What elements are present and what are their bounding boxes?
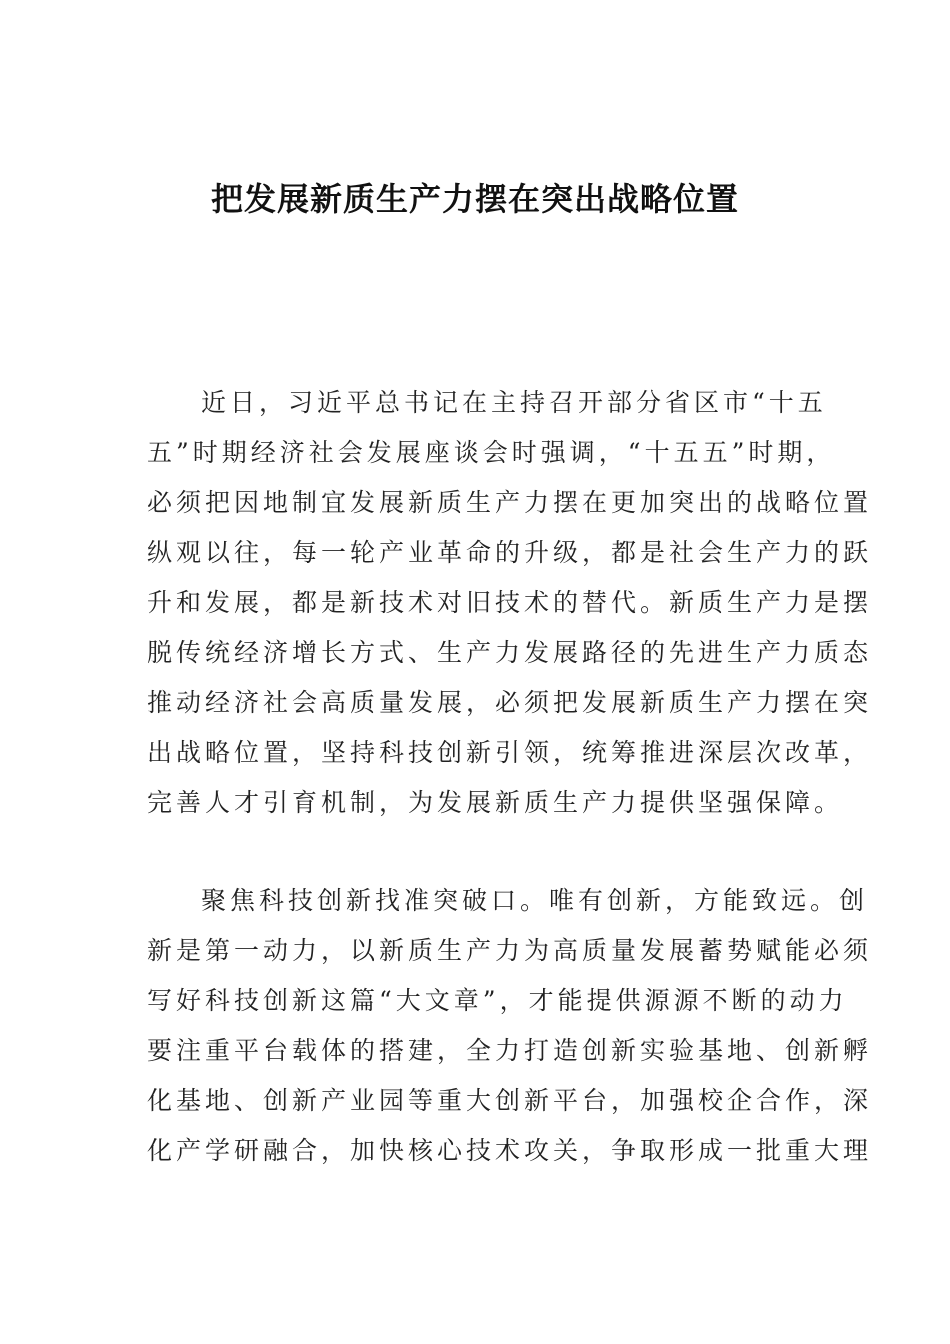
paragraph-2 — [147, 876, 873, 1176]
paragraph-line: 聚焦科技创新找准突破口。唯有创新，方能致远。创 — [201, 886, 869, 915]
paragraph-line: 脱传统经济增长方式、生产力发展路径的先进生产力质态 — [147, 638, 873, 667]
document-title: 把发展新质生产力摆在突出战略位置 — [210, 180, 739, 219]
paragraph-line: 五”时期经济社会发展座谈会时强调，“十五五”时期， — [147, 438, 836, 467]
paragraph-line: 推动经济社会高质量发展，必须把发展新质生产力摆在突 — [147, 688, 873, 717]
paragraph-line: 纵观以往，每一轮产业革命的升级，都是社会生产力的跃 — [147, 538, 873, 567]
paragraph-line: 必须把因地制宜发展新质生产力摆在更加突出的战略位置 — [147, 488, 873, 517]
paragraph-line: 完善人才引育机制，为发展新质生产力提供坚强保障。 — [147, 788, 844, 817]
paragraph-line: 升和发展，都是新技术对旧技术的替代。新质生产力是摆 — [147, 588, 873, 617]
paragraph-line: 化基地、创新产业园等重大创新平台，加强校企合作，深 — [147, 1086, 873, 1115]
paragraph-line: 新是第一动力，以新质生产力为高质量发展蓄势赋能必须 — [147, 936, 873, 965]
paragraph-line: 出战略位置，坚持科技创新引领，统筹推进深层次改革， — [147, 738, 873, 767]
paragraph-line: 近日，习近平总书记在主持召开部分省区市“十五 — [201, 388, 827, 417]
paragraph-line: 化产学研融合，加快核心技术攻关，争取形成一批重大理 — [147, 1136, 873, 1165]
paragraph-line: 写好科技创新这篇“大文章”，才能提供源源不断的动力 — [147, 986, 848, 1015]
paragraph-line: 要注重平台载体的搭建，全力打造创新实验基地、创新孵 — [147, 1036, 873, 1065]
paragraph-1 — [147, 378, 873, 828]
